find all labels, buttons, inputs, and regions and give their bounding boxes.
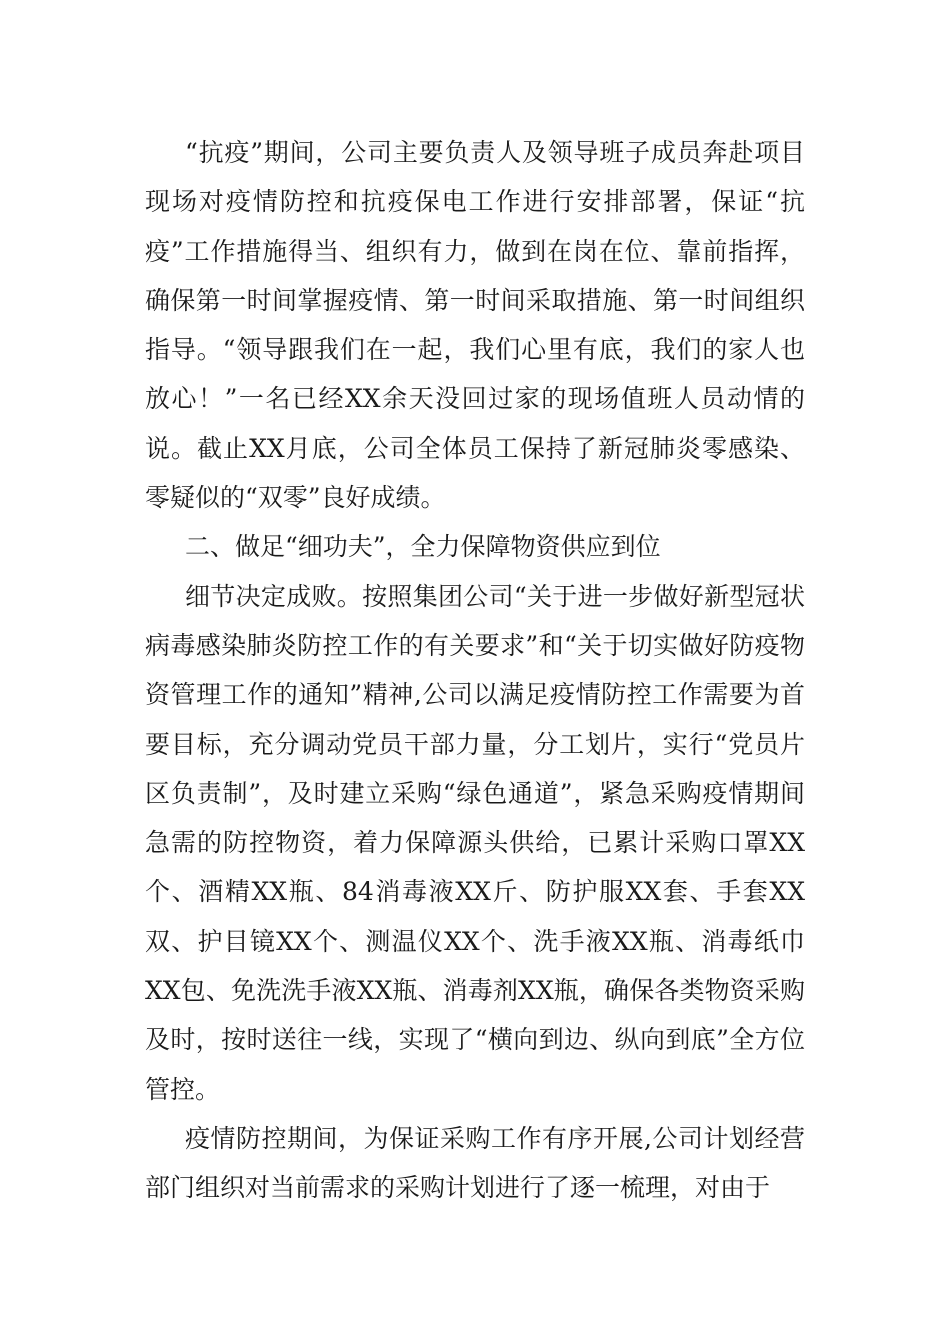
document-body bbox=[145, 128, 805, 1213]
section-heading-supplies: 二、做足“细功夫”，全力保障物资供应到位 bbox=[185, 532, 661, 562]
paragraph-procurement: 细节决定成败。按照集团公司“关于进一步做好新型冠状病毒感染肺炎防控工作的有关要求”和“关于切实做好防疫物资管理工作的通知”精神,公司以满足疫情防控工作需要为首要目标，充分调动党员干部力量，分工划片，实行“党员片区负责制”，及时建立采购“绿色通道”，紧急采购疫情期间急需的防控物资，着力保障源头供给，已累计采购口罩XX个、酒精XX瓶、84消毒液XX斤、防护服XX套、手套XX双、护目镜XX个、测温仪XX个、洗手液XX瓶、消毒纸巾XX包、免洗洗手液XX瓶、消毒剂XX瓶，确保各类物资采购及时，按时送往一线，实现了“横向到边、纵向到底”全方位管控。 bbox=[145, 581, 805, 1104]
paragraph-leadership: “抗疫”期间，公司主要负责人及领导班子成员奔赴项目现场对疫情防控和抗疫保电工作进行安排部署，保证“抗疫”工作措施得当、组织有力，做到在岗在位、靠前指挥，确保第一时间掌握疫情、第一时间采取措施、第一时间组织指导。“领导跟我们在一起，我们心里有底，我们的家人也放心！”一名已经XX余天没回过家的现场值班人员动情的说。截止XX月底，公司全体员工保持了新冠肺炎零感染、零疑似的“双零”良好成绩。 bbox=[145, 138, 805, 513]
paragraph-planning: 疫情防控期间，为保证采购工作有序开展,公司计划经营部门组织对当前需求的采购计划进行了逐一梳理，对由于 bbox=[145, 1123, 805, 1203]
